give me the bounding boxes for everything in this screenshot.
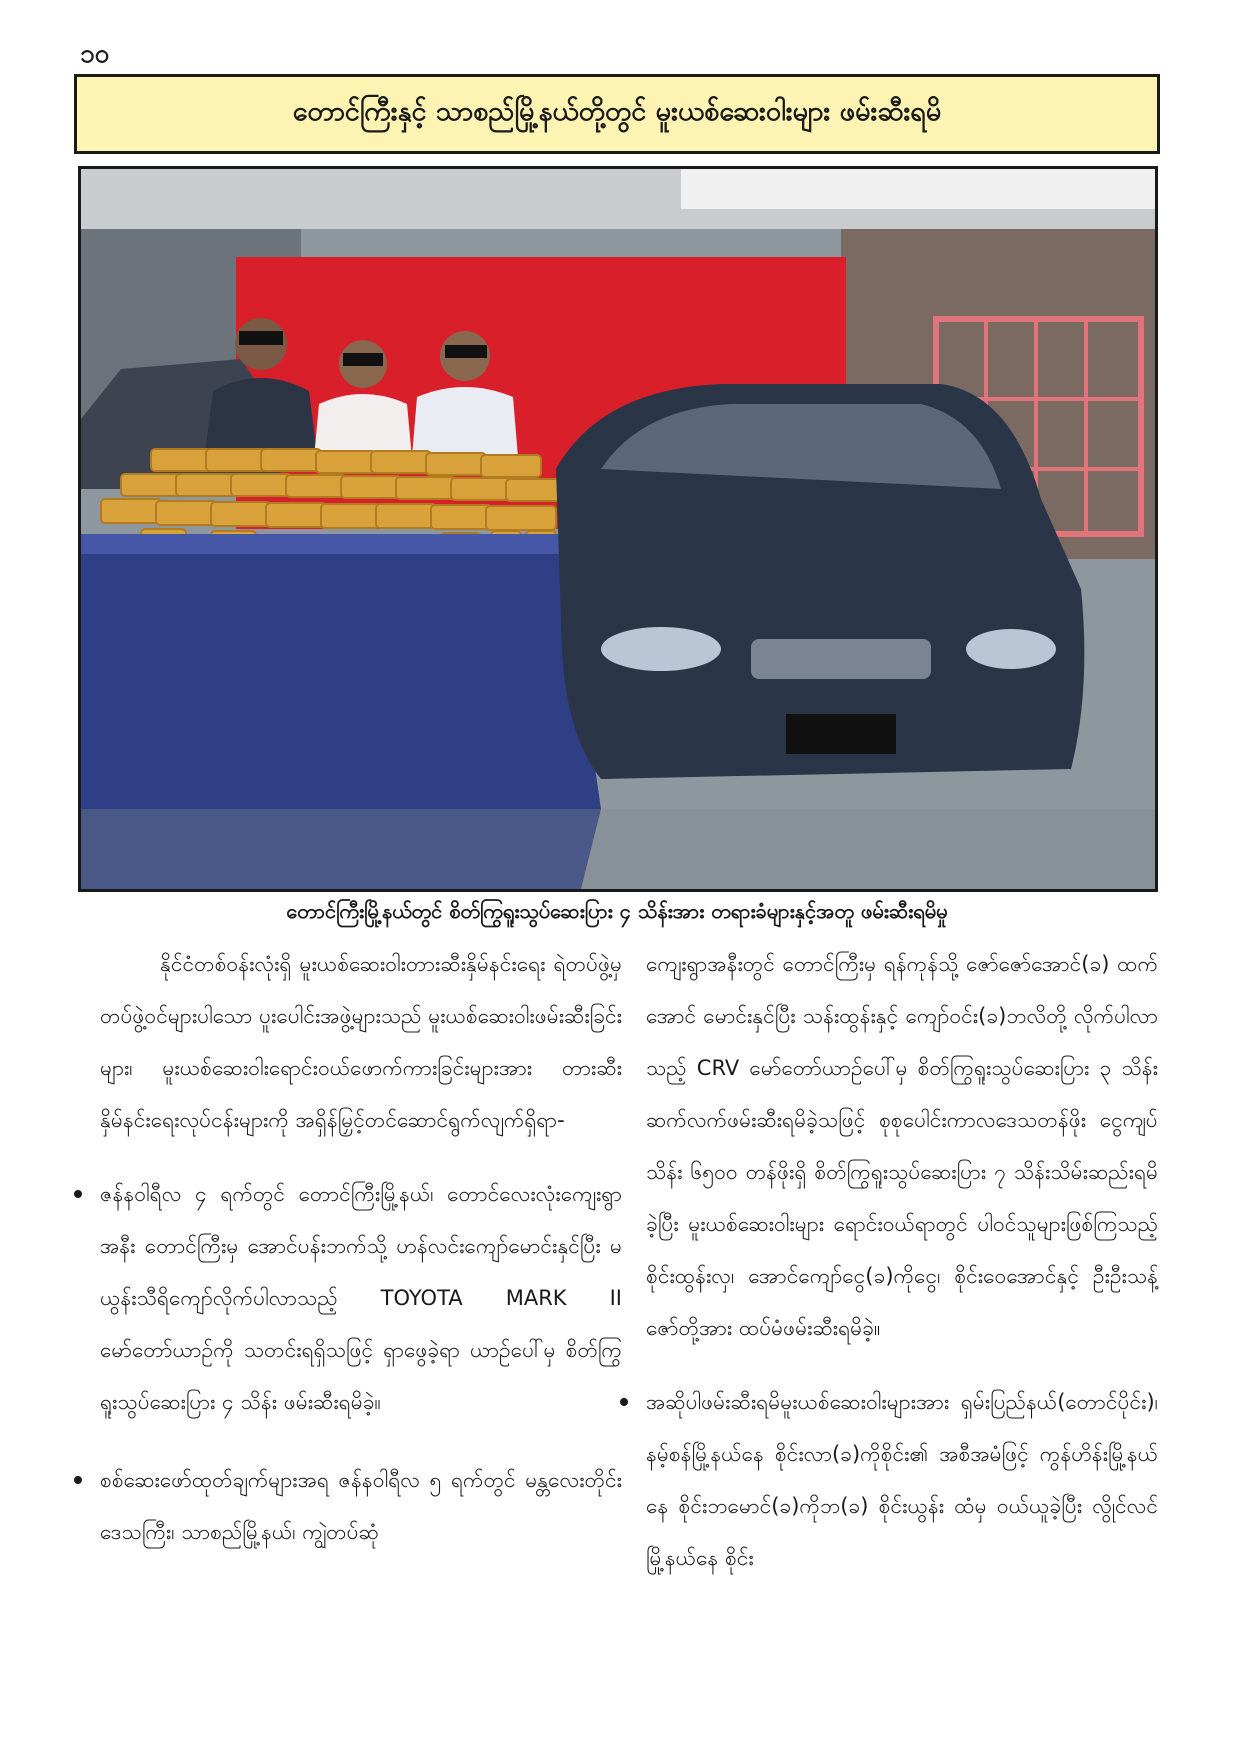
bullet-item bbox=[100, 1454, 622, 1558]
article-column-right bbox=[646, 938, 1158, 1610]
license-plate bbox=[786, 714, 896, 754]
bullet-dot bbox=[620, 1398, 628, 1406]
article-intro: နိုင်ငံတစ်ဝန်းလုံးရှိ မူးယစ်ဆေးဝါးတားဆီးနှိမ်နင်းရေး ရဲတပ်ဖွဲ့မှ တပ်ဖွဲ့ဝင်များပါသော ပူးပေါင်းအဖွဲ့များသည် မူးယစ်ဆေးဝါးဖမ်းဆီးခြင်းများ၊ မူးယစ်ဆေးဝါးရောင်းဝယ်ဖောက်ကားခြင်းများအား တားဆီးနှိမ်နင်းရေးလုပ်ငန်းများကို အရှိန်မြှင့်တင်ဆောင်ရွက်လျက်ရှိရာ- bbox=[100, 952, 622, 1132]
table-top bbox=[81, 534, 567, 554]
bullet-dot bbox=[74, 1476, 82, 1484]
news-photo-illustration bbox=[81, 169, 1155, 889]
bullet-dot bbox=[74, 1190, 82, 1198]
bullet-item bbox=[646, 1376, 1158, 1584]
ground bbox=[81, 809, 1155, 889]
article-column-left bbox=[100, 938, 622, 1584]
photo-caption: တောင်ကြီးမြို့နယ်တွင် စိတ်ကြွရူးသွပ်ဆေးပြား ၄ သိန်းအား တရားခံများနှင့်အတူ ဖမ်းဆီးရမိမှု bbox=[286, 899, 948, 923]
news-photo bbox=[78, 166, 1158, 892]
bullet-text: ဇန်နဝါရီလ ၄ ရက်တွင် တောင်ကြီးမြို့နယ်၊ တောင်လေးလုံးကျေးရွာအနီး တောင်ကြီးမှ အောင်ပန်းဘက်သို့ ဟန်လင်းကျော်မောင်းနှင်ပြီး မယွန်းသီရိကျော်လိုက်ပါလာသည့် TOYOTA MARK II မော်တော်ယာဉ်ကို သတင်းရရှိသဖြင့် ရှာဖွေခဲ့ရာ ယာဉ်ပေါ်မှ စိတ်ကြွရူးသွပ်ဆေးပြား ၄ သိန်း ဖမ်းဆီးရမိခဲ့။ bbox=[100, 1182, 622, 1414]
car-headlight-right bbox=[966, 629, 1056, 669]
tent-canopy bbox=[681, 169, 1155, 209]
page-number: ၁၀ bbox=[80, 39, 110, 69]
headline: တောင်ကြီးနှင့် သာစည်မြို့နယ်တို့တွင် မူးယစ်ဆေးဝါးများ ဖမ်းဆီးရမိ bbox=[292, 96, 942, 127]
bullet-continuation: ကျေးရွာအနီးတွင် တောင်ကြီးမှ ရန်ကုန်သို့ ဇော်ဇော်အောင်(ခ) ထက်အောင် မောင်းနှင်ပြီး သန်းထွန်းနှင့် ကျော်ဝင်း(ခ)ဘလိတို့ လိုက်ပါလာသည့် CRV မော်တော်ယာဉ်ပေါ်မှ စိတ်ကြွရူးသွပ်ဆေးပြား ၃ သိန်းဆက်လက်ဖမ်းဆီးရမိခဲ့သဖြင့် စုစုပေါင်းကာလဒေသတန်ဖိုး ငွေကျပ်သိန်း ၆၅၀၀ တန်ဖိုးရှိ စိတ်ကြွရူးသွပ်ဆေးပြား ၇ သိန်းသိမ်းဆည်းရမိခဲ့ပြီး မူးယစ်ဆေးဝါးများ ရောင်းဝယ်ရာတွင် ပါဝင်သူများဖြစ်ကြသည့် စိုင်းထွန်းလှ၊ အောင်ကျော်ငွေ(ခ)ကိုငွေ၊ စိုင်းဝေအောင်နှင့် ဦးဦးသန့်ဇော်တို့အား ထပ်မံဖမ်းဆီးရမိခဲ့။ bbox=[646, 952, 1158, 1340]
bullet-text: စစ်ဆေးဖော်ထုတ်ချက်များအရ ဇန်နဝါရီလ ၅ ရက်တွင် မန္တလေးတိုင်းဒေသကြီး၊ သာစည်မြို့နယ်၊ ကျွဲတပ်ဆုံ bbox=[100, 1468, 622, 1544]
headline-box bbox=[74, 74, 1160, 154]
bullet-item bbox=[100, 1168, 622, 1428]
car-headlight-left bbox=[601, 627, 721, 671]
car-grille bbox=[751, 639, 931, 679]
bullet-list-left bbox=[100, 1168, 622, 1558]
bullet-text: အဆိုပါဖမ်းဆီးရမိမူးယစ်ဆေးဝါးများအား ရှမ်းပြည်နယ်(တောင်ပိုင်း)၊ နမ့်စန်မြို့နယ်နေ စိုင်းလာ(ခ)ကိုစိုင်း၏ အစီအမံဖြင့် ကွန်ဟိန်းမြို့နယ်နေ စိုင်းဘမောင်(ခ)ကိုဘ(ခ) စိုင်းယွန်း ထံမှ ဝယ်ယူခဲ့ပြီး လွိုင်လင်မြို့နယ်နေ စိုင်း bbox=[646, 1390, 1158, 1570]
bullet-list-right bbox=[646, 1376, 1158, 1584]
